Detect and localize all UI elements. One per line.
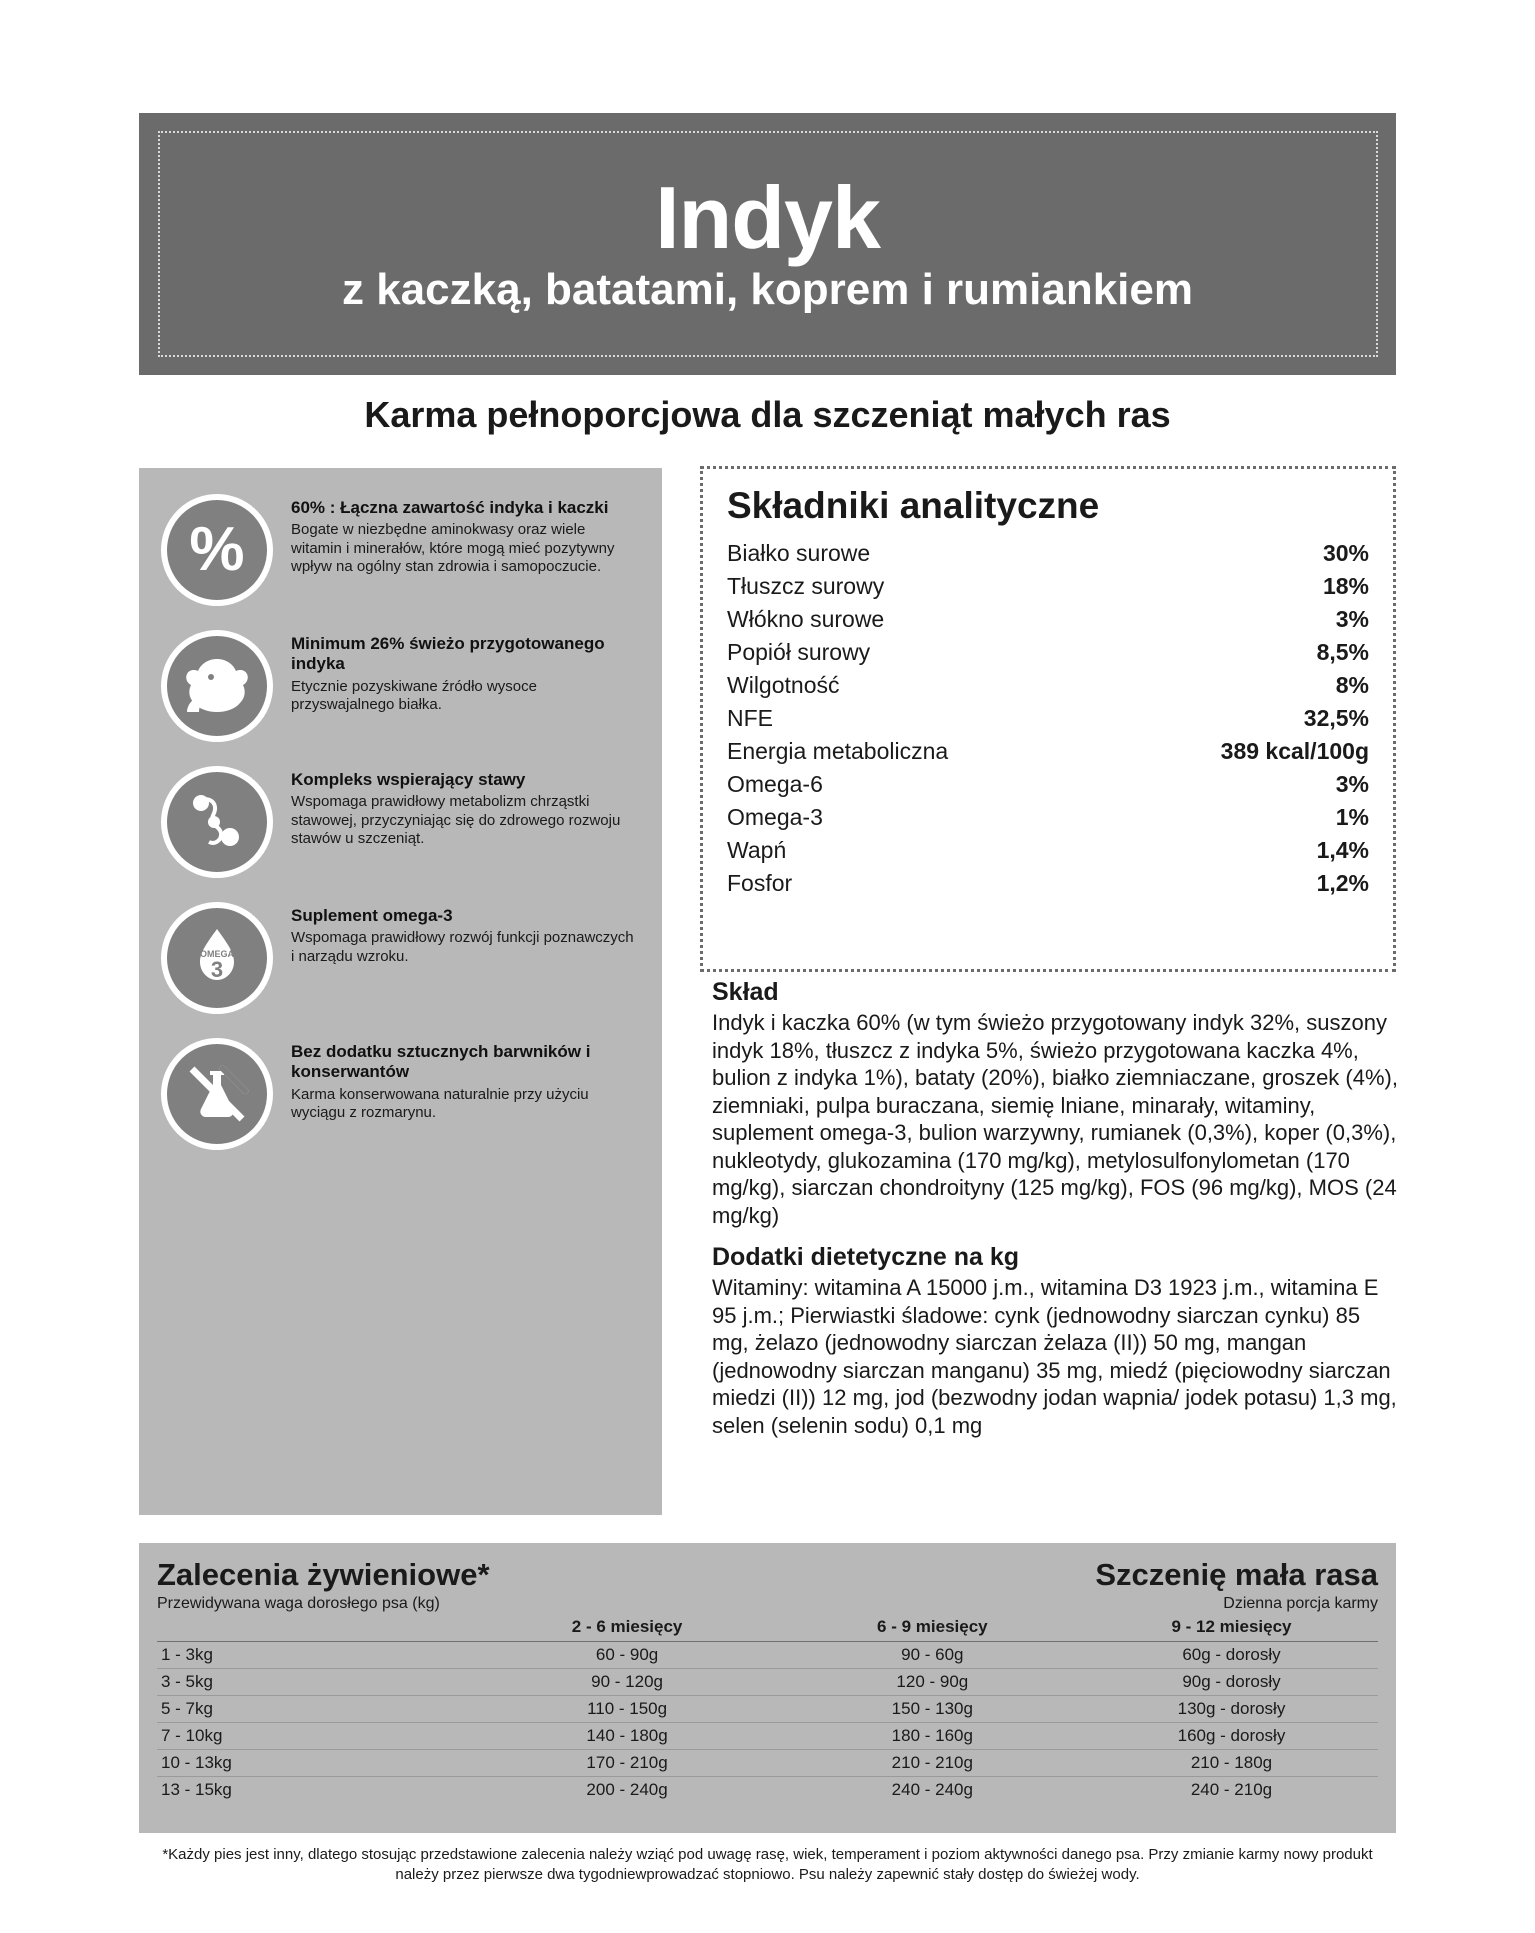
analytics-value: 18% (1322, 573, 1369, 599)
feature-title: Kompleks wspierający stawy (291, 770, 526, 789)
feature-body: Etycznie pozyskiwane źródło wysoce przyswajalnego białka. (291, 677, 537, 714)
analytics-label: Popiół surowy (727, 639, 871, 665)
cell-2-6: 170 - 210g (474, 1750, 779, 1777)
feature-body: Wspomaga prawidłowy rozwój funkcji poznawczych i narządu wzroku. (291, 929, 634, 965)
table-row (157, 1669, 1378, 1696)
feeding-right-title: Szczenię mała rasa (1095, 1557, 1378, 1592)
cell-9-12: 240 - 210g (1190, 1780, 1273, 1800)
cell-weight: 13 - 15kg (161, 1780, 232, 1800)
additives-text: Witaminy: witamina A 15000 j.m., witamina D3 1923 j.m., witamina E 95 j.m.; Pierwiastki śladowe: cynk (jednowodny siarczan cynku) 85 mg, żelazo (jednowodny siarczan żelaza (II)) 50 mg, mangan (jednowodny siarczan manganu) 35 mg, miedź (pięciowodny siarczan miedzi (II)) 12 mg, jod (bezwodny jodan wapnia/ jodek potasu) 1,3 mg, selen (selenin sodu) 0,1 mg (712, 1275, 1397, 1438)
cell-weight: 7 - 10kg (157, 1723, 474, 1750)
additives-heading: Dodatki dietetyczne na kg (712, 1243, 1020, 1271)
svg-text:3: 3 (210, 957, 224, 982)
cell-weight: 5 - 7kg (157, 1696, 474, 1723)
col-2-6-months: 2 - 6 miesięcy (474, 1615, 779, 1642)
composition-text: Indyk i kaczka 60% (w tym świeżo przygotowany indyk 32%, suszony indyk 18%, tłuszcz z indyka 5%, świeżo przygotowana kaczka 4%, bulion z indyka 1%), bataty (20%), białko ziemniaczane, groszek (4%), ziemniaki, pulpa buraczana, siemię lniane, minarały, witaminy, suplement omega-3, bulion warzywny, rumianek (0,3%), koper (0,3%), nukleotydy, glukozamina (170 mg/kg), metylosulfonylometan (170 mg/kg), siarczan chondroityny (125 mg/kg), FOS (96 mg/kg), MOS (24 mg/kg) (712, 1010, 1398, 1228)
feature-item (161, 494, 640, 610)
analytics-row (727, 603, 1369, 636)
features-panel (139, 468, 662, 1515)
omega-drop-icon (161, 902, 277, 1018)
feature-title: Minimum 26% świeżo przygotowanego indyka (291, 634, 605, 674)
percent-icon: % (161, 494, 277, 610)
analytics-label: Fosfor (727, 870, 793, 896)
analytics-row (727, 867, 1369, 900)
cell-2-6: 110 - 150g (474, 1696, 779, 1723)
product-banner (139, 113, 1396, 375)
feeding-left-subtitle: Przewidywana waga dorosłego psa (kg) (157, 1595, 440, 1612)
col-6-9-months: 6 - 9 miesięcy (780, 1615, 1085, 1642)
cell-9-12: 130g - dorosły (1085, 1696, 1378, 1723)
cell-weight: 3 - 5kg (157, 1669, 474, 1696)
analytics-label: Wilgotność (727, 672, 840, 698)
feature-item (161, 1038, 640, 1154)
cell-9-12: 210 - 180g (1085, 1750, 1378, 1777)
analytics-value: 8% (1335, 672, 1369, 698)
cell-6-9: 150 - 130g (780, 1696, 1085, 1723)
analytics-row (727, 702, 1369, 735)
cell-2-6: 90 - 120g (474, 1669, 779, 1696)
analytics-row (727, 570, 1369, 603)
analytics-label: Włókno surowe (727, 606, 885, 632)
analytics-label: Energia metaboliczna (727, 738, 949, 764)
analytics-row (727, 801, 1369, 834)
analytics-label: NFE (727, 705, 773, 731)
analytics-label: Białko surowe (727, 540, 871, 566)
composition-section (712, 978, 1402, 1453)
turkey-icon (161, 630, 277, 746)
analytics-value: 1,4% (1316, 837, 1369, 863)
feeding-table (157, 1615, 1378, 1803)
cell-6-9: 240 - 240g (891, 1780, 973, 1800)
feature-body: Wspomaga prawidłowy metabolizm chrząstki stawowej, przyczyniając się do zdrowego rozwoju stawów u szczeniąt. (291, 793, 621, 847)
analytics-label: Omega-6 (727, 771, 823, 797)
feature-item (161, 902, 640, 1018)
banner-inner-frame (158, 131, 1378, 357)
analytics-label: Wapń (727, 837, 787, 863)
feature-title: Bez dodatku sztucznych barwników i konserwantów (291, 1042, 591, 1082)
analytics-title: Składniki analityczne (727, 485, 1100, 526)
cell-weight: 10 - 13kg (157, 1750, 474, 1777)
analytics-value: 389 kcal/100g (1220, 738, 1369, 764)
feeding-right-subtitle: Dzienna porcja karmy (1223, 1595, 1378, 1612)
cell-2-6: 60 - 90g (474, 1642, 779, 1669)
cell-2-6: 200 - 240g (586, 1780, 668, 1800)
joint-icon (161, 766, 277, 882)
analytics-row (727, 537, 1369, 570)
table-row (157, 1723, 1378, 1750)
cell-9-12: 60g - dorosły (1085, 1642, 1378, 1669)
analytical-constituents-box (700, 466, 1396, 972)
feature-body: Karma konserwowana naturalnie przy użyciu wyciągu z rozmarynu. (291, 1085, 589, 1122)
analytics-row (727, 636, 1369, 669)
analytics-value: 1,2% (1316, 870, 1369, 896)
analytics-value: 1% (1335, 804, 1369, 830)
feature-item (161, 766, 640, 882)
product-title: Indyk (655, 167, 880, 267)
table-row (157, 1750, 1378, 1777)
cell-6-9: 180 - 160g (780, 1723, 1085, 1750)
table-row (157, 1777, 1378, 1804)
cell-2-6: 140 - 180g (474, 1723, 779, 1750)
cell-6-9: 210 - 210g (780, 1750, 1085, 1777)
col-weight (157, 1615, 474, 1642)
cell-9-12: 90g - dorosły (1085, 1669, 1378, 1696)
composition-heading: Skład (712, 978, 779, 1006)
feature-title: Suplement omega-3 (291, 906, 453, 925)
feeding-guide-panel (139, 1543, 1396, 1833)
feature-title: 60% : Łączna zawartość indyka i kaczki (291, 498, 609, 517)
cell-9-12: 160g - dorosły (1085, 1723, 1378, 1750)
svg-text:OMEGA: OMEGA (199, 949, 235, 959)
analytics-label: Tłuszcz surowy (727, 573, 885, 599)
analytics-label: Omega-3 (727, 804, 823, 830)
analytics-row (727, 768, 1369, 801)
feature-body: Bogate w niezbędne aminokwasy oraz wiele witamin i minerałów, które mogą mieć pozytywny wpływ na ogólny stan zdrowia i samopoczucie. (291, 521, 615, 575)
cell-weight: 1 - 3kg (157, 1642, 474, 1669)
product-subtitle: z kaczką, batatami, koprem i rumiankiem (341, 264, 1194, 314)
analytics-value: 3% (1335, 771, 1369, 797)
table-header-row (157, 1615, 1378, 1642)
analytics-row (727, 669, 1369, 702)
page-headline: Karma pełnoporcjowa dla szczeniąt małych ras (364, 394, 1171, 435)
analytics-value: 8,5% (1316, 639, 1369, 665)
no-additives-icon (161, 1038, 277, 1154)
analytics-row (727, 735, 1369, 768)
table-row (157, 1696, 1378, 1723)
analytics-row (727, 834, 1369, 867)
feature-item (161, 630, 640, 746)
feeding-title: Zalecenia żywieniowe* (157, 1557, 490, 1592)
analytics-value: 3% (1335, 606, 1369, 632)
feeding-footnote: *Każdy pies jest inny, dlatego stosując przedstawione zalecenia należy wziąć pod uwagę rasę, wiek, temperament i poziom aktywności danego psa. Przy zmianie karmy nowy produkt należy przez pierwsze dwa tygodniewprowadzać stopniowo. Psu należy zapewnić stały dostęp do świeżej wody. (162, 1846, 1373, 1883)
table-row (157, 1642, 1378, 1669)
analytics-value: 32,5% (1303, 705, 1369, 731)
analytics-value: 30% (1322, 540, 1369, 566)
col-9-12-months: 9 - 12 miesięcy (1085, 1615, 1378, 1642)
cell-6-9: 120 - 90g (780, 1669, 1085, 1696)
cell-6-9: 90 - 60g (780, 1642, 1085, 1669)
